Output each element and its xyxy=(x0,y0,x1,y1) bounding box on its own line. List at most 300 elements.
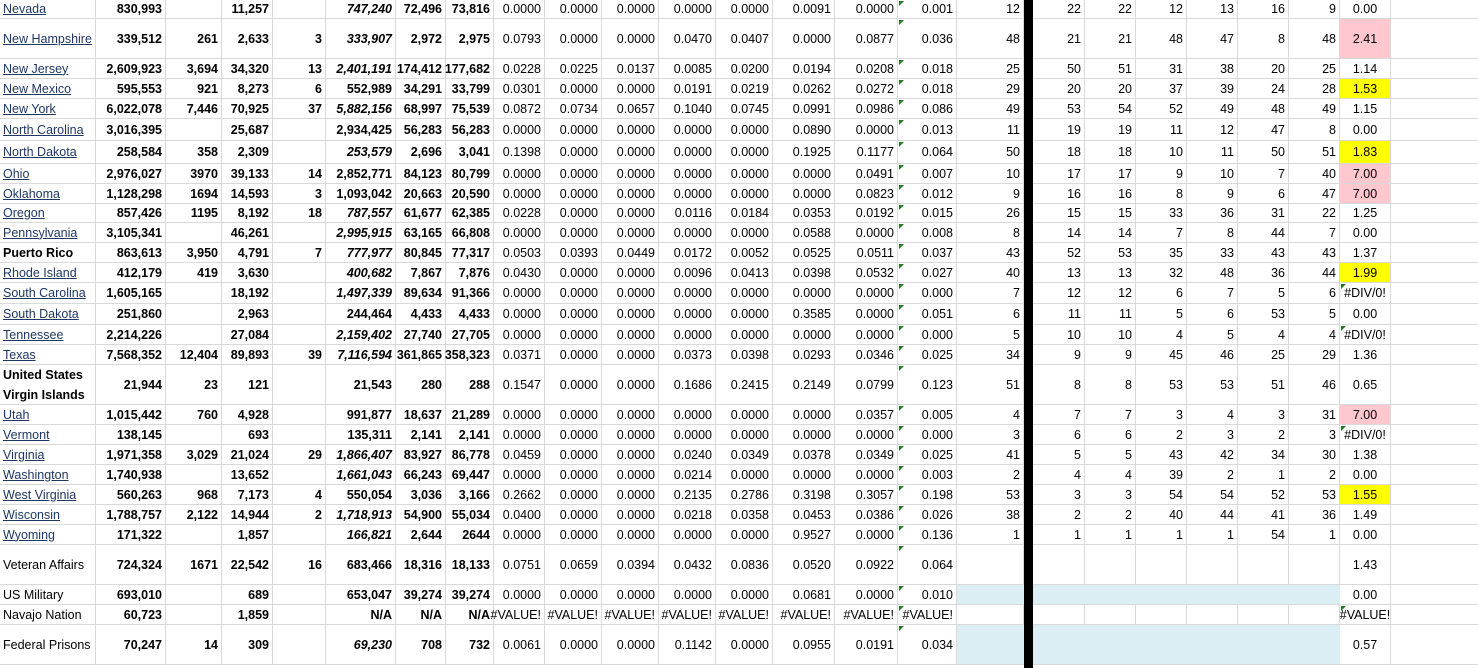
count-cell-c3[interactable]: 1,857 xyxy=(222,525,273,544)
ratio-cell[interactable]: 0.1686 xyxy=(659,365,716,404)
rank-cell[interactable]: 3 xyxy=(957,425,1024,444)
ratio-cell[interactable]: 0.0000 xyxy=(494,585,545,604)
rank-cell[interactable]: 47 xyxy=(1187,19,1238,58)
region-link[interactable]: New Mexico xyxy=(3,81,72,96)
count-cell-c5[interactable]: 787,557 xyxy=(326,204,396,222)
region-link[interactable]: Oregon xyxy=(3,206,45,220)
rank-cell[interactable] xyxy=(957,585,1024,604)
count-cell-c7[interactable]: 7,876 xyxy=(446,263,494,282)
rank-cell[interactable]: 8 xyxy=(1033,365,1085,404)
score-cell[interactable]: 1.49 xyxy=(1340,505,1391,524)
ratio-cell[interactable]: 0.0000 xyxy=(494,465,545,484)
row-label-cell[interactable] xyxy=(0,605,96,624)
rank-cell[interactable] xyxy=(1033,585,1085,604)
count-cell-c7[interactable]: 73,816 xyxy=(446,0,494,18)
ratio-cell[interactable]: 0.0219 xyxy=(716,79,773,98)
row-label-cell[interactable] xyxy=(0,141,96,163)
ratio-cell[interactable]: 0.0000 xyxy=(602,405,659,424)
ratio-cell[interactable]: 0.198 xyxy=(898,485,957,504)
score-cell[interactable]: 1.99 xyxy=(1340,263,1391,282)
count-cell-c2[interactable] xyxy=(166,0,222,18)
ratio-cell[interactable]: 0.0000 xyxy=(602,223,659,242)
count-cell-c3[interactable]: 27,084 xyxy=(222,325,273,344)
rank-cell[interactable]: 2 xyxy=(1033,505,1085,524)
row-label-cell[interactable] xyxy=(0,545,96,584)
count-cell-c3[interactable]: 8,273 xyxy=(222,79,273,98)
ratio-cell[interactable]: 0.0000 xyxy=(716,184,773,203)
count-cell-c4[interactable]: 7 xyxy=(273,243,326,262)
count-cell-c1[interactable]: 3,105,341 xyxy=(96,223,166,242)
rank-cell[interactable]: 4 xyxy=(1136,325,1187,344)
ratio-cell[interactable]: 0.0000 xyxy=(716,625,773,664)
rank-cell[interactable] xyxy=(1085,585,1136,604)
row-label-cell[interactable] xyxy=(0,405,96,424)
ratio-cell[interactable]: #VALUE! xyxy=(659,605,716,624)
ratio-cell[interactable]: 0.0000 xyxy=(716,283,773,303)
ratio-cell[interactable]: #VALUE! xyxy=(898,605,957,624)
rank-cell[interactable]: 36 xyxy=(1238,263,1289,282)
ratio-cell[interactable]: 0.0000 xyxy=(602,525,659,544)
count-cell-c5[interactable]: 5,882,156 xyxy=(326,99,396,118)
count-cell-c3[interactable]: 89,893 xyxy=(222,345,273,364)
count-cell-c5[interactable]: 991,877 xyxy=(326,405,396,424)
count-cell-c1[interactable]: 1,971,358 xyxy=(96,445,166,464)
count-cell-c1[interactable]: 138,145 xyxy=(96,425,166,444)
region-link[interactable]: Wyoming xyxy=(3,527,55,542)
ratio-cell[interactable]: 0.0000 xyxy=(835,525,898,544)
ratio-cell[interactable]: 0.0000 xyxy=(716,223,773,242)
rank-cell[interactable]: 39 xyxy=(1136,465,1187,484)
score-cell[interactable]: 0.00 xyxy=(1340,119,1391,140)
ratio-cell[interactable]: 0.0052 xyxy=(716,243,773,262)
ratio-cell[interactable]: 0.0000 xyxy=(545,19,602,58)
rank-cell[interactable]: 41 xyxy=(957,445,1024,464)
rank-cell[interactable]: 49 xyxy=(1187,99,1238,118)
rank-cell[interactable]: 5 xyxy=(957,325,1024,344)
rank-cell[interactable]: 1 xyxy=(1187,525,1238,544)
ratio-cell[interactable]: 0.0000 xyxy=(716,304,773,324)
ratio-cell[interactable]: 0.0400 xyxy=(494,505,545,524)
count-cell-c6[interactable]: 18,316 xyxy=(396,545,446,584)
count-cell-c6[interactable]: 7,867 xyxy=(396,263,446,282)
count-cell-c7[interactable]: 62,385 xyxy=(446,204,494,222)
ratio-cell[interactable]: 0.0000 xyxy=(602,283,659,303)
ratio-cell[interactable]: 0.034 xyxy=(898,625,957,664)
rank-cell[interactable]: 25 xyxy=(1289,59,1340,78)
count-cell-c2[interactable]: 1694 xyxy=(166,184,222,203)
count-cell-c3[interactable]: 25,687 xyxy=(222,119,273,140)
ratio-cell[interactable]: 0.0000 xyxy=(773,325,835,344)
ratio-cell[interactable]: #VALUE! xyxy=(835,605,898,624)
ratio-cell[interactable]: 0.0000 xyxy=(545,184,602,203)
rank-cell[interactable]: 33 xyxy=(1187,243,1238,262)
region-link[interactable]: North Dakota xyxy=(3,145,77,159)
ratio-cell[interactable]: 0.0000 xyxy=(835,425,898,444)
count-cell-c7[interactable]: 732 xyxy=(446,625,494,664)
count-cell-c1[interactable]: 863,613 xyxy=(96,243,166,262)
count-cell-c3[interactable]: 39,133 xyxy=(222,164,273,183)
rank-cell[interactable]: 15 xyxy=(1085,204,1136,222)
rank-cell[interactable]: 3 xyxy=(1136,405,1187,424)
count-cell-c7[interactable]: N/A xyxy=(446,605,494,624)
ratio-cell[interactable]: 0.0000 xyxy=(773,465,835,484)
rank-cell[interactable]: 48 xyxy=(957,19,1024,58)
count-cell-c7[interactable]: 2644 xyxy=(446,525,494,544)
count-cell-c2[interactable] xyxy=(166,585,222,604)
count-cell-c2[interactable]: 760 xyxy=(166,405,222,424)
row-label-cell[interactable] xyxy=(0,79,96,98)
count-cell-c1[interactable]: 1,788,757 xyxy=(96,505,166,524)
ratio-cell[interactable]: 0.0000 xyxy=(835,465,898,484)
rank-cell[interactable]: 29 xyxy=(957,79,1024,98)
count-cell-c7[interactable]: 86,778 xyxy=(446,445,494,464)
score-cell[interactable]: 1.15 xyxy=(1340,99,1391,118)
ratio-cell[interactable]: 0.0000 xyxy=(659,405,716,424)
ratio-cell[interactable]: 0.0000 xyxy=(602,625,659,664)
count-cell-c5[interactable]: 7,116,594 xyxy=(326,345,396,364)
count-cell-c2[interactable] xyxy=(166,525,222,544)
rank-cell[interactable] xyxy=(1033,545,1085,584)
ratio-cell[interactable]: #VALUE! xyxy=(602,605,659,624)
count-cell-c3[interactable]: 18,192 xyxy=(222,283,273,303)
ratio-cell[interactable]: 0.0986 xyxy=(835,99,898,118)
rank-cell[interactable]: 26 xyxy=(957,204,1024,222)
rank-cell[interactable]: 51 xyxy=(1289,141,1340,163)
ratio-cell[interactable]: 0.0000 xyxy=(716,405,773,424)
region-link[interactable]: New Jersey xyxy=(3,61,69,76)
ratio-cell[interactable]: 0.0000 xyxy=(602,79,659,98)
ratio-cell[interactable]: 0.0000 xyxy=(716,465,773,484)
count-cell-c6[interactable]: 2,141 xyxy=(396,425,446,444)
count-cell-c7[interactable]: 56,283 xyxy=(446,119,494,140)
ratio-cell[interactable]: 0.1040 xyxy=(659,99,716,118)
rank-cell[interactable]: 15 xyxy=(1033,204,1085,222)
rank-cell[interactable]: 14 xyxy=(1033,223,1085,242)
count-cell-c1[interactable]: 21,944 xyxy=(96,365,166,404)
count-cell-c3[interactable]: 70,925 xyxy=(222,99,273,118)
count-cell-c3[interactable]: 21,024 xyxy=(222,445,273,464)
count-cell-c3[interactable]: 13,652 xyxy=(222,465,273,484)
rank-cell[interactable]: 5 xyxy=(1289,304,1340,324)
ratio-cell[interactable]: 0.1177 xyxy=(835,141,898,163)
ratio-cell[interactable]: 0.0192 xyxy=(835,204,898,222)
rank-cell[interactable]: 10 xyxy=(1187,164,1238,183)
rank-cell[interactable]: 5 xyxy=(1085,445,1136,464)
score-cell[interactable]: 7.00 xyxy=(1340,184,1391,203)
ratio-cell[interactable]: 0.0000 xyxy=(602,465,659,484)
score-cell[interactable]: 1.14 xyxy=(1340,59,1391,78)
rank-cell[interactable]: 9 xyxy=(1136,164,1187,183)
ratio-cell[interactable]: 0.0000 xyxy=(602,184,659,203)
ratio-cell[interactable]: 0.0000 xyxy=(602,425,659,444)
ratio-cell[interactable]: 0.000 xyxy=(898,425,957,444)
region-link[interactable]: New York xyxy=(3,101,56,116)
count-cell-c4[interactable]: 14 xyxy=(273,164,326,183)
count-cell-c3[interactable]: 2,633 xyxy=(222,19,273,58)
rank-cell[interactable]: 38 xyxy=(1187,59,1238,78)
ratio-cell[interactable]: 0.0000 xyxy=(716,325,773,344)
score-cell[interactable]: #VALUE! xyxy=(1340,605,1391,624)
ratio-cell[interactable]: 0.0955 xyxy=(773,625,835,664)
count-cell-c1[interactable]: 171,322 xyxy=(96,525,166,544)
rank-cell[interactable]: 18 xyxy=(1085,141,1136,163)
count-cell-c6[interactable]: 89,634 xyxy=(396,283,446,303)
rank-cell[interactable] xyxy=(1238,545,1289,584)
ratio-cell[interactable]: 0.2415 xyxy=(716,365,773,404)
ratio-cell[interactable]: 0.0000 xyxy=(602,585,659,604)
rank-cell[interactable]: 6 xyxy=(1238,184,1289,203)
ratio-cell[interactable]: 0.0000 xyxy=(494,119,545,140)
ratio-cell[interactable]: 0.0394 xyxy=(602,545,659,584)
region-link[interactable]: Wisconsin xyxy=(3,507,60,522)
count-cell-c4[interactable] xyxy=(273,525,326,544)
count-cell-c7[interactable]: 20,590 xyxy=(446,184,494,203)
score-cell[interactable]: 7.00 xyxy=(1340,405,1391,424)
rank-cell[interactable]: 8 xyxy=(1085,365,1136,404)
count-cell-c7[interactable]: 2,975 xyxy=(446,19,494,58)
ratio-cell[interactable]: 0.012 xyxy=(898,184,957,203)
ratio-cell[interactable]: 0.0000 xyxy=(602,0,659,18)
ratio-cell[interactable]: 0.0000 xyxy=(773,164,835,183)
count-cell-c2[interactable]: 14 xyxy=(166,625,222,664)
count-cell-c3[interactable]: 689 xyxy=(222,585,273,604)
rank-cell[interactable] xyxy=(1238,585,1289,604)
count-cell-c7[interactable]: 77,317 xyxy=(446,243,494,262)
rank-cell[interactable]: 10 xyxy=(1085,325,1136,344)
count-cell-c7[interactable]: 33,799 xyxy=(446,79,494,98)
count-cell-c6[interactable]: 54,900 xyxy=(396,505,446,524)
region-link[interactable]: South Dakota xyxy=(3,307,79,321)
ratio-cell[interactable]: 0.0000 xyxy=(545,119,602,140)
ratio-cell[interactable]: 0.0000 xyxy=(835,585,898,604)
ratio-cell[interactable]: 0.0240 xyxy=(659,445,716,464)
ratio-cell[interactable]: 0.0000 xyxy=(716,525,773,544)
ratio-cell[interactable]: 0.3198 xyxy=(773,485,835,504)
rank-cell[interactable]: 13 xyxy=(1085,263,1136,282)
score-cell[interactable]: 1.55 xyxy=(1340,485,1391,504)
row-label-cell[interactable] xyxy=(0,505,96,524)
ratio-cell[interactable]: 0.0877 xyxy=(835,19,898,58)
rank-cell[interactable] xyxy=(1136,585,1187,604)
count-cell-c6[interactable]: 63,165 xyxy=(396,223,446,242)
rank-cell[interactable]: 41 xyxy=(1238,505,1289,524)
rank-cell[interactable]: 47 xyxy=(1289,184,1340,203)
ratio-cell[interactable]: 0.0000 xyxy=(835,0,898,18)
rank-cell[interactable]: 43 xyxy=(1136,445,1187,464)
ratio-cell[interactable]: 0.0000 xyxy=(659,223,716,242)
count-cell-c4[interactable]: 3 xyxy=(273,184,326,203)
rank-cell[interactable]: 6 xyxy=(1136,283,1187,303)
count-cell-c5[interactable]: 747,240 xyxy=(326,0,396,18)
ratio-cell[interactable]: 0.0657 xyxy=(602,99,659,118)
ratio-cell[interactable]: 0.0000 xyxy=(545,505,602,524)
count-cell-c1[interactable]: 595,553 xyxy=(96,79,166,98)
ratio-cell[interactable]: 0.0525 xyxy=(773,243,835,262)
ratio-cell[interactable]: #VALUE! xyxy=(494,605,545,624)
count-cell-c4[interactable] xyxy=(273,585,326,604)
ratio-cell[interactable]: 0.010 xyxy=(898,585,957,604)
count-cell-c1[interactable]: 1,128,298 xyxy=(96,184,166,203)
count-cell-c1[interactable]: 412,179 xyxy=(96,263,166,282)
rank-cell[interactable]: 34 xyxy=(957,345,1024,364)
ratio-cell[interactable]: 0.0823 xyxy=(835,184,898,203)
count-cell-c4[interactable]: 18 xyxy=(273,204,326,222)
count-cell-c6[interactable]: 68,997 xyxy=(396,99,446,118)
count-cell-c6[interactable]: 56,283 xyxy=(396,119,446,140)
count-cell-c5[interactable]: 166,821 xyxy=(326,525,396,544)
ratio-cell[interactable]: 0.008 xyxy=(898,223,957,242)
rank-cell[interactable]: 5 xyxy=(1187,325,1238,344)
count-cell-c4[interactable]: 13 xyxy=(273,59,326,78)
ratio-cell[interactable]: 0.0000 xyxy=(835,325,898,344)
score-cell[interactable]: 0.00 xyxy=(1340,304,1391,324)
rank-cell[interactable]: 25 xyxy=(1238,345,1289,364)
count-cell-c5[interactable]: 1,866,407 xyxy=(326,445,396,464)
ratio-cell[interactable]: 0.0000 xyxy=(716,0,773,18)
ratio-cell[interactable]: 0.0745 xyxy=(716,99,773,118)
ratio-cell[interactable]: 0.0085 xyxy=(659,59,716,78)
rank-cell[interactable] xyxy=(1289,545,1340,584)
rank-cell[interactable]: 4 xyxy=(1187,405,1238,424)
ratio-cell[interactable]: 0.0000 xyxy=(545,0,602,18)
count-cell-c2[interactable]: 3,029 xyxy=(166,445,222,464)
rank-cell[interactable] xyxy=(957,625,1024,664)
rank-cell[interactable]: 53 xyxy=(1033,99,1085,118)
count-cell-c2[interactable] xyxy=(166,425,222,444)
score-cell[interactable]: 1.36 xyxy=(1340,345,1391,364)
row-label-cell[interactable] xyxy=(0,425,96,444)
count-cell-c3[interactable]: 693 xyxy=(222,425,273,444)
score-cell[interactable]: 1.25 xyxy=(1340,204,1391,222)
ratio-cell[interactable]: 0.0000 xyxy=(659,525,716,544)
ratio-cell[interactable]: 0.036 xyxy=(898,19,957,58)
row-label-cell[interactable] xyxy=(0,283,96,303)
ratio-cell[interactable]: 0.0378 xyxy=(773,445,835,464)
score-cell[interactable]: 0.00 xyxy=(1340,0,1391,18)
count-cell-c1[interactable]: 2,976,027 xyxy=(96,164,166,183)
rank-cell[interactable]: 40 xyxy=(957,263,1024,282)
rank-cell[interactable] xyxy=(1187,545,1238,584)
count-cell-c1[interactable]: 830,993 xyxy=(96,0,166,18)
ratio-cell[interactable]: 0.0000 xyxy=(602,445,659,464)
count-cell-c7[interactable]: 4,433 xyxy=(446,304,494,324)
ratio-cell[interactable]: 0.0000 xyxy=(545,204,602,222)
ratio-cell[interactable]: 0.001 xyxy=(898,0,957,18)
row-label-cell[interactable] xyxy=(0,304,96,324)
ratio-cell[interactable]: 0.0393 xyxy=(545,243,602,262)
ratio-cell[interactable]: 0.0470 xyxy=(659,19,716,58)
count-cell-c5[interactable]: N/A xyxy=(326,605,396,624)
rank-cell[interactable]: 8 xyxy=(1136,184,1187,203)
count-cell-c6[interactable]: 18,637 xyxy=(396,405,446,424)
rank-cell[interactable]: 53 xyxy=(1085,243,1136,262)
count-cell-c2[interactable] xyxy=(166,304,222,324)
rank-cell[interactable]: 30 xyxy=(1289,445,1340,464)
count-cell-c6[interactable]: 361,865 xyxy=(396,345,446,364)
count-cell-c7[interactable]: 39,274 xyxy=(446,585,494,604)
rank-cell[interactable]: 5 xyxy=(1033,445,1085,464)
ratio-cell[interactable]: 0.025 xyxy=(898,345,957,364)
rank-cell[interactable]: 6 xyxy=(1187,304,1238,324)
score-cell[interactable]: 0.00 xyxy=(1340,525,1391,544)
rank-cell[interactable]: 13 xyxy=(1033,263,1085,282)
count-cell-c1[interactable]: 857,426 xyxy=(96,204,166,222)
rank-cell[interactable]: 8 xyxy=(1289,119,1340,140)
count-cell-c7[interactable]: 177,682 xyxy=(446,59,494,78)
ratio-cell[interactable]: 0.051 xyxy=(898,304,957,324)
ratio-cell[interactable]: 0.0511 xyxy=(835,243,898,262)
count-cell-c2[interactable]: 23 xyxy=(166,365,222,404)
count-cell-c3[interactable]: 7,173 xyxy=(222,485,273,504)
ratio-cell[interactable]: 0.0137 xyxy=(602,59,659,78)
rank-cell[interactable]: 5 xyxy=(1136,304,1187,324)
rank-cell[interactable]: 8 xyxy=(957,223,1024,242)
ratio-cell[interactable]: 0.0659 xyxy=(545,545,602,584)
rank-cell[interactable]: 16 xyxy=(1085,184,1136,203)
rank-cell[interactable]: 11 xyxy=(957,119,1024,140)
rank-cell[interactable]: 31 xyxy=(1238,204,1289,222)
count-cell-c4[interactable]: 37 xyxy=(273,99,326,118)
count-cell-c5[interactable]: 1,093,042 xyxy=(326,184,396,203)
count-cell-c5[interactable]: 550,054 xyxy=(326,485,396,504)
rank-cell[interactable] xyxy=(1238,605,1289,624)
rank-cell[interactable]: 10 xyxy=(957,164,1024,183)
count-cell-c6[interactable]: 20,663 xyxy=(396,184,446,203)
rank-cell[interactable]: 34 xyxy=(1238,445,1289,464)
rank-cell[interactable]: 25 xyxy=(957,59,1024,78)
ratio-cell[interactable]: 0.0453 xyxy=(773,505,835,524)
rank-cell[interactable]: 11 xyxy=(1187,141,1238,163)
rank-cell[interactable]: 39 xyxy=(1187,79,1238,98)
rank-cell[interactable]: 51 xyxy=(957,365,1024,404)
count-cell-c3[interactable]: 2,309 xyxy=(222,141,273,163)
ratio-cell[interactable]: 0.0000 xyxy=(602,304,659,324)
ratio-cell[interactable]: 0.0000 xyxy=(716,164,773,183)
count-cell-c6[interactable]: 80,845 xyxy=(396,243,446,262)
ratio-cell[interactable]: 0.0000 xyxy=(659,304,716,324)
region-link[interactable]: Utah xyxy=(3,407,30,422)
rank-cell[interactable]: 43 xyxy=(1238,243,1289,262)
ratio-cell[interactable]: 0.0000 xyxy=(716,425,773,444)
count-cell-c6[interactable]: 84,123 xyxy=(396,164,446,183)
rank-cell[interactable]: 8 xyxy=(1238,19,1289,58)
ratio-cell[interactable]: 0.0228 xyxy=(494,59,545,78)
count-cell-c7[interactable]: 2,141 xyxy=(446,425,494,444)
ratio-cell[interactable]: 0.0000 xyxy=(773,405,835,424)
rank-cell[interactable]: 48 xyxy=(1289,19,1340,58)
ratio-cell[interactable]: 0.0000 xyxy=(494,405,545,424)
count-cell-c4[interactable] xyxy=(273,625,326,664)
rank-cell[interactable]: 1 xyxy=(1289,525,1340,544)
ratio-cell[interactable]: 0.0000 xyxy=(773,283,835,303)
count-cell-c3[interactable]: 4,791 xyxy=(222,243,273,262)
count-cell-c5[interactable]: 552,989 xyxy=(326,79,396,98)
score-cell[interactable]: 7.00 xyxy=(1340,164,1391,183)
rank-cell[interactable]: 3 xyxy=(1289,425,1340,444)
rank-cell[interactable] xyxy=(1085,625,1136,664)
ratio-cell[interactable]: 0.0000 xyxy=(545,141,602,163)
rank-cell[interactable]: 11 xyxy=(1033,304,1085,324)
count-cell-c6[interactable]: N/A xyxy=(396,605,446,624)
count-cell-c2[interactable] xyxy=(166,119,222,140)
rank-cell[interactable]: 9 xyxy=(1085,345,1136,364)
count-cell-c6[interactable]: 27,740 xyxy=(396,325,446,344)
ratio-cell[interactable]: 0.027 xyxy=(898,263,957,282)
rank-cell[interactable]: 54 xyxy=(1187,485,1238,504)
count-cell-c4[interactable] xyxy=(273,425,326,444)
count-cell-c1[interactable]: 693,010 xyxy=(96,585,166,604)
rank-cell[interactable]: 48 xyxy=(1136,19,1187,58)
